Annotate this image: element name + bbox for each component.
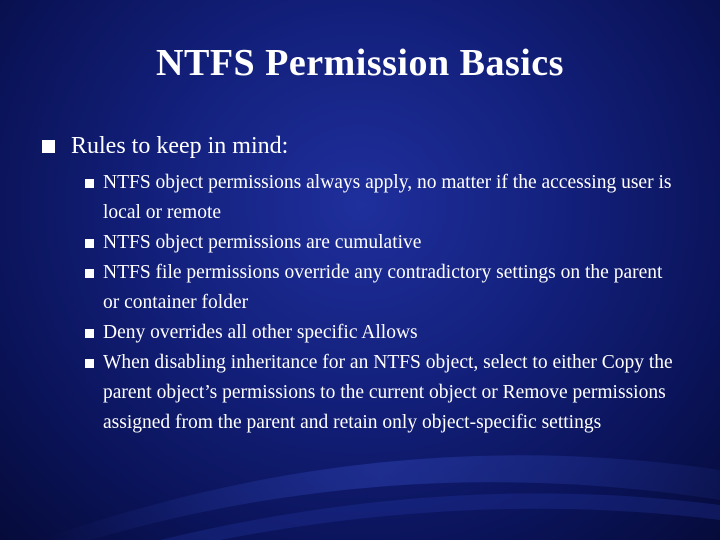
sub-bullet-item — [85, 318, 682, 348]
bullet-level-1 — [42, 130, 682, 162]
square-bullet-icon — [85, 329, 94, 338]
square-bullet-icon — [85, 359, 94, 368]
sub-bullet-list — [42, 168, 682, 438]
sub-bullet-text: NTFS object permissions always apply, no matter if the accessing user is local or remote — [103, 172, 672, 223]
sub-bullet-item — [85, 258, 682, 318]
sub-bullet-item — [85, 348, 682, 438]
square-bullet-icon — [42, 140, 55, 153]
sub-bullet-item — [85, 228, 682, 258]
sub-bullet-text: NTFS object permissions are cumulative — [103, 232, 422, 253]
sub-bullet-text: When disabling inheritance for an NTFS object, select to either Copy the parent object’s permissions to the current object or Remove permissions assigned from the parent and retain only object-specific settings — [103, 352, 673, 433]
swoosh-band-2 — [160, 493, 720, 540]
sub-bullet-text: NTFS file permissions override any contradictory settings on the parent or container folder — [103, 262, 663, 313]
square-bullet-icon — [85, 239, 94, 248]
sub-bullet-item — [85, 168, 682, 228]
slide-title: NTFS Permission Basics — [156, 42, 564, 84]
square-bullet-icon — [85, 269, 94, 278]
slide-content — [42, 130, 682, 438]
bullet-text: Rules to keep in mind: — [71, 133, 289, 159]
square-bullet-icon — [85, 179, 94, 188]
swoosh-band-1 — [40, 455, 720, 540]
sub-bullet-text: Deny overrides all other specific Allows — [103, 322, 418, 343]
